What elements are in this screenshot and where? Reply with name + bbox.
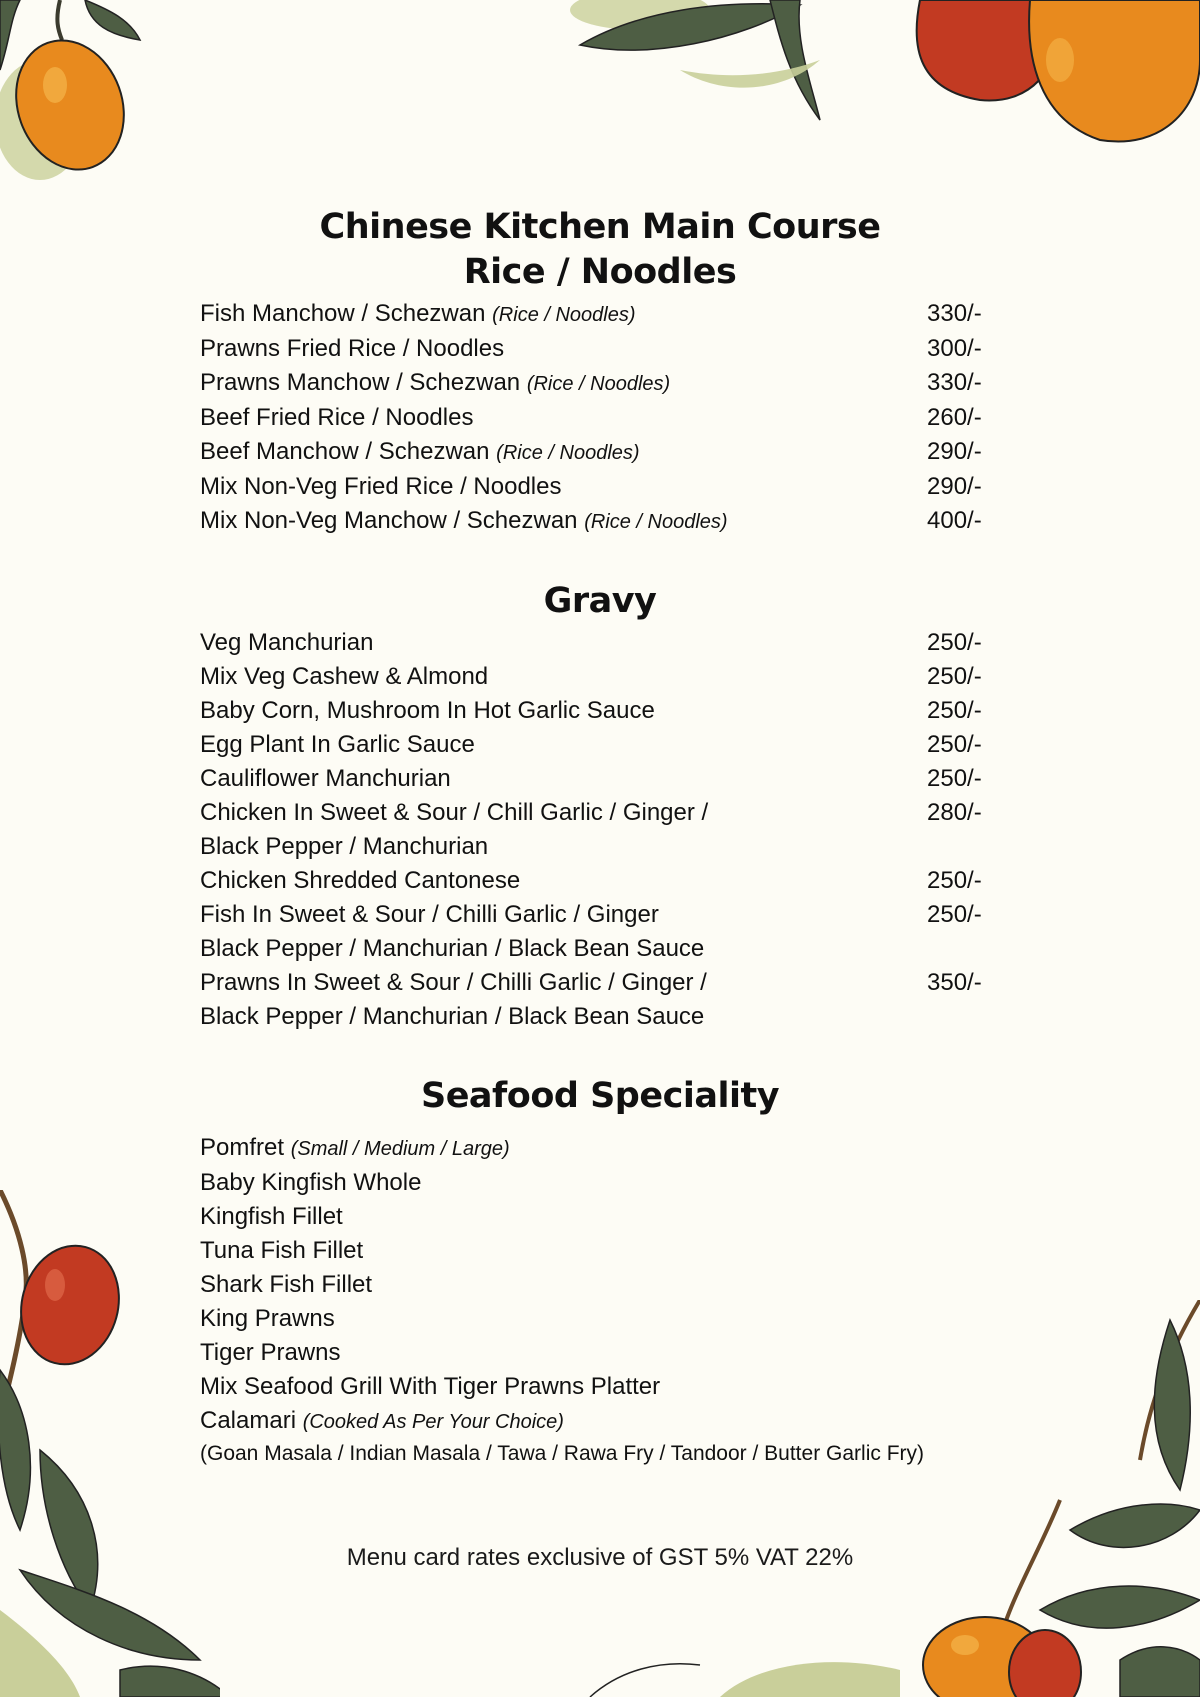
menu-item xyxy=(200,728,1000,762)
top-right-mango-illustration xyxy=(560,0,1200,160)
item-name: Beef Fried Rice / Noodles xyxy=(200,404,474,431)
bottom-center-leaf-illustration xyxy=(560,1640,900,1697)
menu-item xyxy=(200,401,1000,435)
item-name-line2: Black Pepper / Manchurian / Black Bean Sauce xyxy=(200,935,705,962)
item-price: 260/- xyxy=(927,404,982,431)
menu-item xyxy=(200,1234,1000,1268)
item-sub: (Rice / Noodles) xyxy=(584,511,728,533)
menu-item xyxy=(200,1200,1000,1234)
menu-item xyxy=(200,470,1000,504)
menu-item xyxy=(200,297,1000,332)
item-name: Prawns Manchow / Schezwan xyxy=(200,369,521,396)
item-name: Cauliflower Manchurian xyxy=(200,765,451,792)
item-price: 250/- xyxy=(927,867,982,894)
item-price: 250/- xyxy=(927,731,982,758)
menu-items xyxy=(200,626,1000,1034)
item-price: 250/- xyxy=(927,663,982,690)
item-name: Mix Seafood Grill With Tiger Prawns Platter xyxy=(200,1373,661,1400)
item-name: Baby Corn, Mushroom In Hot Garlic Sauce xyxy=(200,697,655,724)
item-price: 250/- xyxy=(927,629,982,656)
menu-item xyxy=(200,1336,1000,1370)
section-gravy xyxy=(200,579,1000,1034)
item-price: 300/- xyxy=(927,335,982,362)
section-title: Gravy xyxy=(543,581,657,621)
section-rice-noodles xyxy=(200,205,1000,539)
menu-item xyxy=(200,694,1000,728)
item-sub: (Small / Medium / Large) xyxy=(290,1138,510,1160)
menu-item xyxy=(200,1268,1000,1302)
item-name: Fish Manchow / Schezwan xyxy=(200,300,486,327)
menu-item xyxy=(200,366,1000,401)
item-price: 250/- xyxy=(927,765,982,792)
item-sub: (Rice / Noodles) xyxy=(492,304,636,326)
item-name: Kingfish Fillet xyxy=(200,1203,343,1230)
item-name: Fish In Sweet & Sour / Chilli Garlic / Ginger xyxy=(200,901,659,928)
item-sub: (Rice / Noodles) xyxy=(496,442,640,464)
menu-content xyxy=(200,205,1000,1509)
item-name: Egg Plant In Garlic Sauce xyxy=(200,731,475,758)
menu-item xyxy=(200,504,1000,539)
item-name: Prawns Fried Rice / Noodles xyxy=(200,335,505,362)
item-price: 330/- xyxy=(927,300,982,327)
item-price: 330/- xyxy=(927,369,982,396)
item-name: King Prawns xyxy=(200,1305,335,1332)
item-price: 250/- xyxy=(927,697,982,724)
tax-footer-note: Menu card rates exclusive of GST 5% VAT 22% xyxy=(346,1544,854,1571)
item-name: Beef Manchow / Schezwan xyxy=(200,438,490,465)
menu-item xyxy=(200,966,1000,1034)
item-name: Tuna Fish Fillet xyxy=(200,1237,364,1264)
menu-item xyxy=(200,1166,1000,1200)
cooking-style-note: (Goan Masala / Indian Masala / Tawa / Rawa Fry / Tandoor / Butter Garlic Fry) xyxy=(200,1442,925,1465)
menu-item xyxy=(200,332,1000,366)
item-name: Prawns In Sweet & Sour / Chilli Garlic / Ginger / xyxy=(200,969,707,996)
menu-items xyxy=(200,297,1000,539)
menu-item xyxy=(200,864,1000,898)
item-name: Shark Fish Fillet xyxy=(200,1271,373,1298)
menu-item xyxy=(200,1131,1000,1166)
item-price: 350/- xyxy=(927,969,982,996)
item-price: 400/- xyxy=(927,507,982,534)
menu-item xyxy=(200,762,1000,796)
item-name: Chicken In Sweet & Sour / Chill Garlic / Ginger / xyxy=(200,799,709,826)
item-name: Mix Non-Veg Manchow / Schezwan xyxy=(200,507,578,534)
item-name-line2: Black Pepper / Manchurian / Black Bean Sauce xyxy=(200,1003,705,1030)
top-left-mango-illustration xyxy=(0,0,160,200)
item-price: 290/- xyxy=(927,473,982,500)
item-name: Pomfret xyxy=(200,1134,285,1161)
menu-item xyxy=(200,1302,1000,1336)
item-price: 250/- xyxy=(927,901,982,928)
item-name: Tiger Prawns xyxy=(200,1339,341,1366)
menu-item xyxy=(200,435,1000,470)
menu-item xyxy=(200,796,1000,864)
item-name: Mix Veg Cashew & Almond xyxy=(200,663,489,690)
item-name-line2: Black Pepper / Manchurian xyxy=(200,833,489,860)
item-name: Veg Manchurian xyxy=(200,629,374,656)
menu-items xyxy=(200,1131,1000,1469)
section-title-line2: Rice / Noodles xyxy=(463,252,737,292)
item-price: 290/- xyxy=(927,438,982,465)
bottom-left-mango-illustration xyxy=(0,1190,220,1697)
menu-item xyxy=(200,660,1000,694)
menu-item xyxy=(200,1370,1000,1404)
item-sub: (Cooked As Per Your Choice) xyxy=(302,1411,564,1433)
menu-item xyxy=(200,1404,1000,1439)
section-title-line1: Chinese Kitchen Main Course xyxy=(319,207,881,247)
section-title xyxy=(200,205,1000,295)
section-seafood xyxy=(200,1074,1000,1469)
item-name: Chicken Shredded Cantonese xyxy=(200,867,521,894)
item-sub: (Rice / Noodles) xyxy=(526,373,671,395)
menu-item xyxy=(200,898,1000,966)
item-name: Mix Non-Veg Fried Rice / Noodles xyxy=(200,473,562,500)
item-price: 280/- xyxy=(927,799,982,826)
item-name: Baby Kingfish Whole xyxy=(200,1169,422,1196)
menu-item xyxy=(200,626,1000,660)
section-title: Seafood Speciality xyxy=(420,1076,780,1116)
item-name: Calamari xyxy=(200,1407,297,1434)
